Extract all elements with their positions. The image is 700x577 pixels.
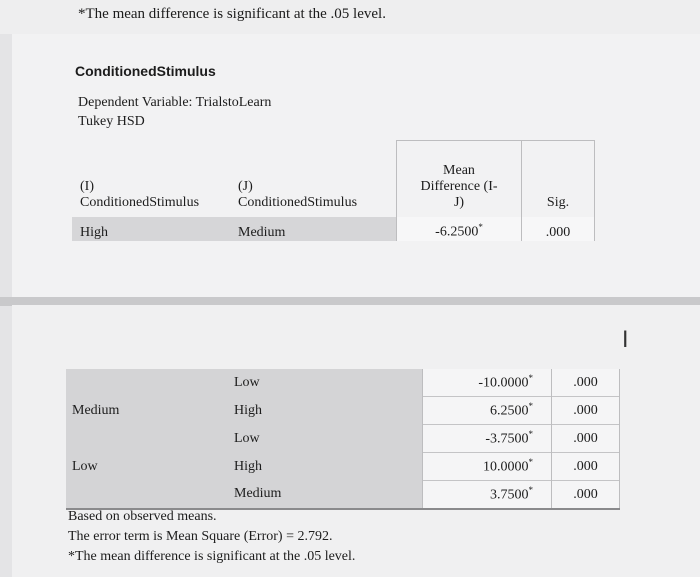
cell-mean: -6.2500* <box>397 217 522 241</box>
cell-j: Low <box>228 369 423 397</box>
table-row <box>72 217 595 241</box>
cell-j: High <box>228 397 423 425</box>
cell-sig: .000 <box>552 425 620 453</box>
cell-i: Medium <box>66 397 228 425</box>
comparison-table-bottom <box>66 369 620 510</box>
table-row <box>66 369 620 397</box>
table-row <box>66 397 620 425</box>
cell-sig: .000 <box>552 453 620 481</box>
cell-mean: -3.7500* <box>423 425 552 453</box>
cell-j: Medium <box>230 217 397 241</box>
table-row <box>66 481 620 510</box>
cell-sig: .000 <box>522 217 595 241</box>
table-row <box>66 453 620 481</box>
cell-mean: -10.0000* <box>423 369 552 397</box>
cell-j: Low <box>228 425 423 453</box>
footnote-significance: *The mean difference is significant at the .05 level. <box>68 549 356 564</box>
header-row <box>72 141 595 218</box>
dependent-variable: Dependent Variable: TrialstoLearn <box>78 95 272 110</box>
cell-sig: .000 <box>552 397 620 425</box>
method-label: Tukey HSD <box>78 114 145 129</box>
cell-j: High <box>228 453 423 481</box>
cell-mean: 6.2500* <box>423 397 552 425</box>
header-mean-difference: Mean Difference (I- J) <box>397 141 522 218</box>
cell-i <box>66 369 228 397</box>
cell-sig: .000 <box>552 481 620 510</box>
table-row <box>66 425 620 453</box>
cell-i: Low <box>66 453 228 481</box>
footnote-observed-means: Based on observed means. <box>68 509 217 524</box>
text-cursor-icon: I <box>622 328 629 353</box>
cell-mean: 10.0000* <box>423 453 552 481</box>
footnote-error-term: The error term is Mean Square (Error) = 2.792. <box>68 529 333 544</box>
header-sig: Sig. <box>522 141 595 218</box>
table-title: ConditionedStimulus <box>75 63 216 79</box>
cell-sig: .000 <box>552 369 620 397</box>
header-j: (J) ConditionedStimulus <box>238 179 358 210</box>
cell-i <box>66 481 228 510</box>
cell-i: High <box>72 217 230 241</box>
top-footnote: *The mean difference is significant at the .05 level. <box>78 6 386 22</box>
cell-i <box>66 425 228 453</box>
comparison-table-top <box>72 140 595 241</box>
cell-j: Medium <box>228 481 423 510</box>
header-i: (I) ConditionedStimulus <box>80 179 200 210</box>
cell-mean: 3.7500* <box>423 481 552 510</box>
